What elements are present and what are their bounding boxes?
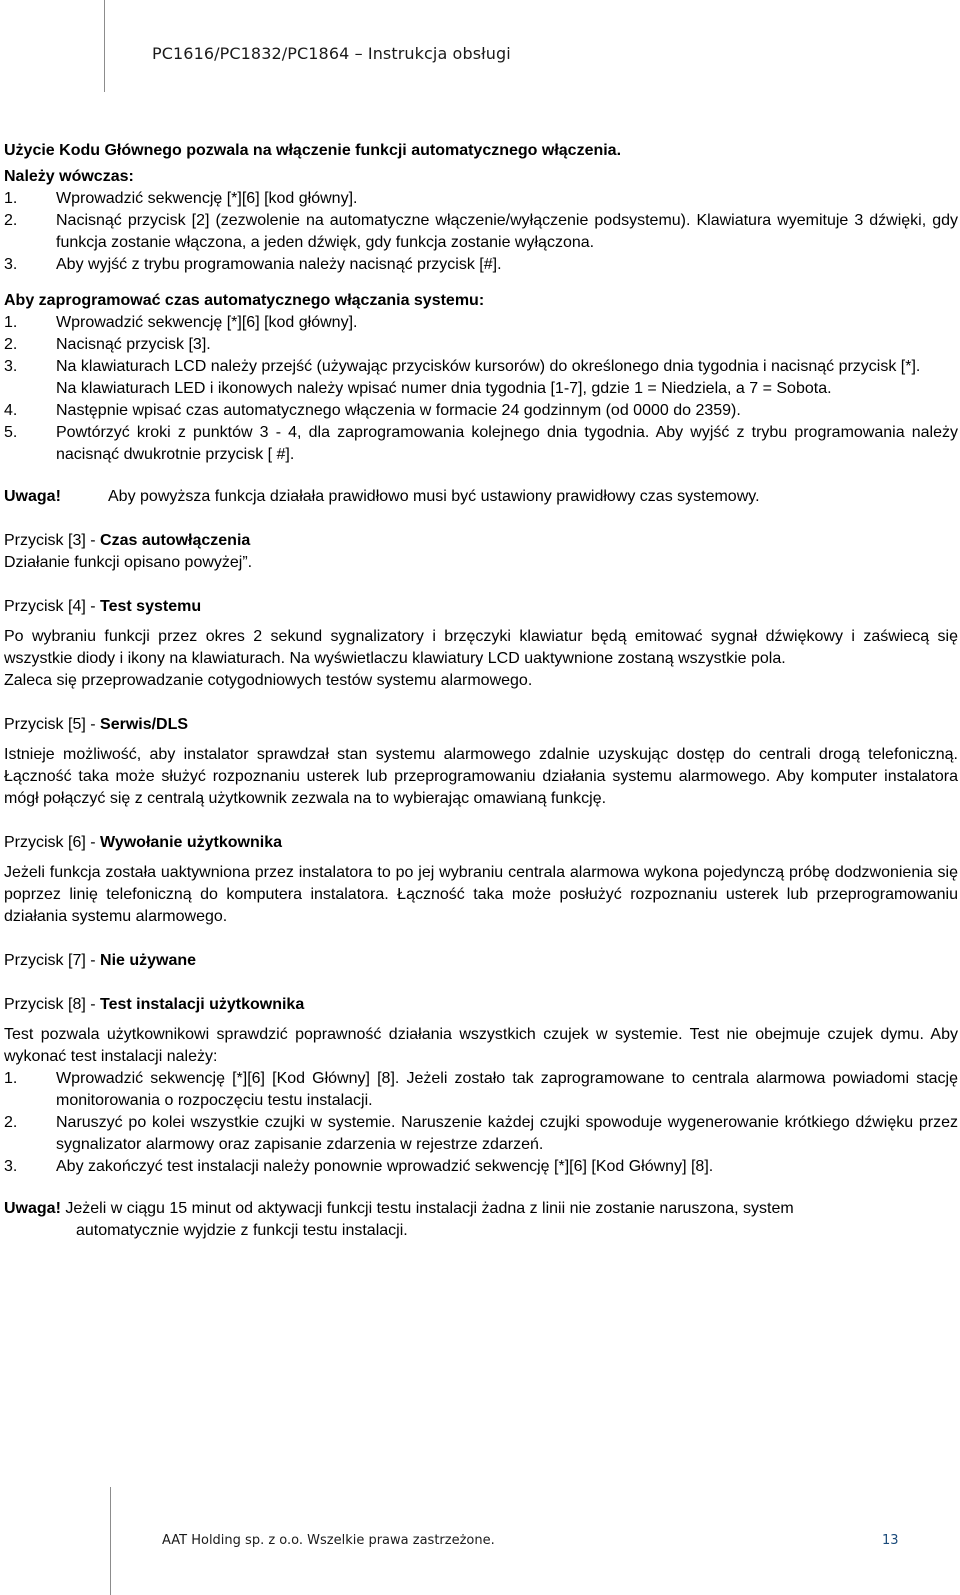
footer-company: AAT Holding sp. z o.o. Wszelkie prawa zastrzeżone. xyxy=(162,1533,495,1548)
list-item xyxy=(4,1156,958,1178)
note-text: Aby powyższa funkcja działała prawidłowo musi być ustawiony prawidłowy czas systemowy. xyxy=(108,488,760,505)
footer-divider xyxy=(110,1487,111,1595)
section-title: Test instalacji użytkownika xyxy=(100,996,305,1013)
section-body: Po wybraniu funkcji przez okres 2 sekund sygnalizatory i brzęczyki klawiatur będą emitować sygnał dźwiękowy i zaświecą się wszystkie diody i ikony na klawiaturach. Na wyświetlaczu klawiatury LCD uaktywnione zostaną wszystkie pola. xyxy=(4,628,958,667)
intro-line-1: Użycie Kodu Głównego pozwala na włączenie funkcji automatycznego włączenia. xyxy=(4,142,622,159)
list-text-group xyxy=(56,356,958,400)
section-heading xyxy=(4,596,958,618)
section-key-label: Przycisk [7 xyxy=(4,952,82,969)
section-body: Jeżeli funkcja została uaktywniona przez instalatora to po jej wybraniu centrala alarmowa wykona pojedynczą próbę dodzwonienia się poprzez linię telefoniczną do komputera instalatora. Łączność taka może posłużyć rozpoznaniu usterek lub przeprogramowaniu działania systemu alarmowego. xyxy=(4,864,958,925)
header-divider xyxy=(104,0,105,92)
list-number: 3. xyxy=(4,256,18,273)
list-number: 1. xyxy=(4,314,18,331)
list-item xyxy=(4,312,958,334)
section-key-6 xyxy=(4,832,958,928)
list-text: Aby zakończyć test instalacji należy ponownie wprowadzić sekwencję [*][6] [Kod Główny] [8]. xyxy=(56,1158,714,1175)
list-item xyxy=(4,334,958,356)
section-key-3 xyxy=(4,530,958,574)
section-key-sep: ] - xyxy=(81,996,101,1013)
list-text: Na klawiaturach LCD należy przejść (używając przycisków kursorów) do określonego dnia tygodnia i nacisnąć przycisk [*]. xyxy=(56,358,921,375)
section-key-label: Przycisk [8 xyxy=(4,996,82,1013)
list-item xyxy=(4,400,958,422)
document-body xyxy=(4,140,958,1242)
list-item xyxy=(4,210,958,254)
section-body: Test pozwala użytkownikowi sprawdzić poprawność działania wszystkich czujek w systemie. Test nie obejmuje czujek dymu. Aby wykonać test instalacji należy: xyxy=(4,1026,958,1065)
note-line-2: automatycznie wyjdzie z funkcji testu instalacji. xyxy=(76,1222,408,1239)
list-number: 2. xyxy=(4,336,18,353)
note-text: Jeżeli w ciągu 15 minut od aktywacji funkcji testu instalacji żadna z linii nie zostanie naruszona, system xyxy=(60,1200,794,1217)
list-item xyxy=(4,422,958,466)
list-text: Wprowadzić sekwencję [*][6] [kod główny]. xyxy=(56,190,358,207)
section-key-label: Przycisk [5 xyxy=(4,716,82,733)
section-title: Nie używane xyxy=(100,952,197,969)
list-text: Wprowadzić sekwencję [*][6] [kod główny]. xyxy=(56,314,358,331)
section-key-sep: ] - xyxy=(81,834,101,851)
section-body: Istnieje możliwość, aby instalator sprawdzał stan systemu alarmowego zdalnie uzyskując dostęp do centrali drogą telefoniczną. Łączność taka może służyć rozpoznaniu usterek lub przeprogramowaniu działania systemu alarmowego. Aby komputer instalatora mógł połączyć się z centralą użytkownik zezwala na to wybierając omawianą funkcję. xyxy=(4,746,958,807)
section-heading xyxy=(4,950,958,972)
list-number: 2. xyxy=(4,212,18,229)
list-item xyxy=(4,1068,958,1112)
list-text: Następnie wpisać czas automatycznego włączenia w formacie 24 godzinnym (od 0000 do 2359). xyxy=(56,402,741,419)
section-key-label: Przycisk [3 xyxy=(4,532,82,549)
section-key-8 xyxy=(4,994,958,1178)
section-heading xyxy=(4,530,958,552)
list-number: 5. xyxy=(4,424,18,441)
section-body: Zaleca się przeprowadzanie cotygodniowych testów systemu alarmowego. xyxy=(4,672,533,689)
section-heading xyxy=(4,832,958,854)
intro-steps xyxy=(4,188,958,276)
section-body: Działanie funkcji opisano powyżej”. xyxy=(4,554,253,571)
section-key-sep: ] - xyxy=(81,598,101,615)
note-label: Uwaga! xyxy=(4,488,61,505)
list-text: Nacisnąć przycisk [2] (zezwolenie na automatyczne włączenie/wyłączenie podsystemu). Klawiatura wyemituje 3 dźwięki, gdy funkcja zostanie włączona, a jeden dźwięk, gdy funkcja zostanie wyłączona. xyxy=(56,212,958,251)
autoarm-heading: Aby zaprogramować czas automatycznego włączania systemu: xyxy=(4,292,485,309)
list-text: Naruszyć po kolei wszystkie czujki w systemie. Naruszenie każdej czujki spowoduje wygenerowanie krótkiego dźwięku przez sygnalizator alarmowy oraz zapisanie zdarzenia w rejestrze zdarzeń. xyxy=(56,1114,958,1153)
list-item xyxy=(4,188,958,210)
list-number: 1. xyxy=(4,1070,18,1087)
section-key-sep: ] - xyxy=(81,952,101,969)
document-header-title: PC1616/PC1832/PC1864 – Instrukcja obsługi xyxy=(152,44,511,63)
autoarm-steps xyxy=(4,312,958,466)
section-key-sep: ] - xyxy=(81,716,101,733)
note-label: Uwaga! xyxy=(4,1200,61,1217)
list-text: Nacisnąć przycisk [3]. xyxy=(56,336,211,353)
note-line-1 xyxy=(4,1198,958,1220)
list-text: Powtórzyć kroki z punktów 3 - 4, dla zaprogramowania kolejnego dnia tygodnia. Aby wyjść z trybu programowania należy nacisnąć dwukrotnie przycisk [ #]. xyxy=(56,424,958,463)
list-number: 3. xyxy=(4,1158,18,1175)
section-key-sep: ] - xyxy=(81,532,101,549)
intro-line-2: Należy wówczas: xyxy=(4,168,134,185)
section-key-5 xyxy=(4,714,958,810)
list-item xyxy=(4,356,958,400)
list-item xyxy=(4,1112,958,1156)
walktest-note xyxy=(4,1198,958,1242)
section-key-4 xyxy=(4,596,958,692)
list-text-extra: Na klawiaturach LED i ikonowych należy wpisać numer dnia tygodnia [1-7], gdzie 1 = Niedziela, a 7 = Sobota. xyxy=(56,380,832,397)
section-title: Serwis/DLS xyxy=(100,716,189,733)
list-text: Wprowadzić sekwencję [*][6] [Kod Główny] [8]. Jeżeli zostało tak zaprogramowane to centrala alarmowa powiadomi stację monitorowania o rozpoczęciu testu instalacji. xyxy=(56,1070,958,1109)
page-number: 13 xyxy=(882,1533,899,1548)
section-title: Test systemu xyxy=(100,598,202,615)
section-title: Wywołanie użytkownika xyxy=(100,834,282,851)
list-number: 2. xyxy=(4,1114,18,1131)
section-key-label: Przycisk [6 xyxy=(4,834,82,851)
list-number: 1. xyxy=(4,190,18,207)
autoarm-note xyxy=(4,486,958,508)
section-key-label: Przycisk [4 xyxy=(4,598,82,615)
section-key-7 xyxy=(4,950,958,972)
section-heading xyxy=(4,714,958,736)
list-text: Aby wyjść z trybu programowania należy nacisnąć przycisk [#]. xyxy=(56,256,502,273)
section-heading xyxy=(4,994,958,1016)
section-title: Czas autowłączenia xyxy=(100,532,251,549)
list-item xyxy=(4,254,958,276)
list-number: 4. xyxy=(4,402,18,419)
list-number: 3. xyxy=(4,358,18,375)
